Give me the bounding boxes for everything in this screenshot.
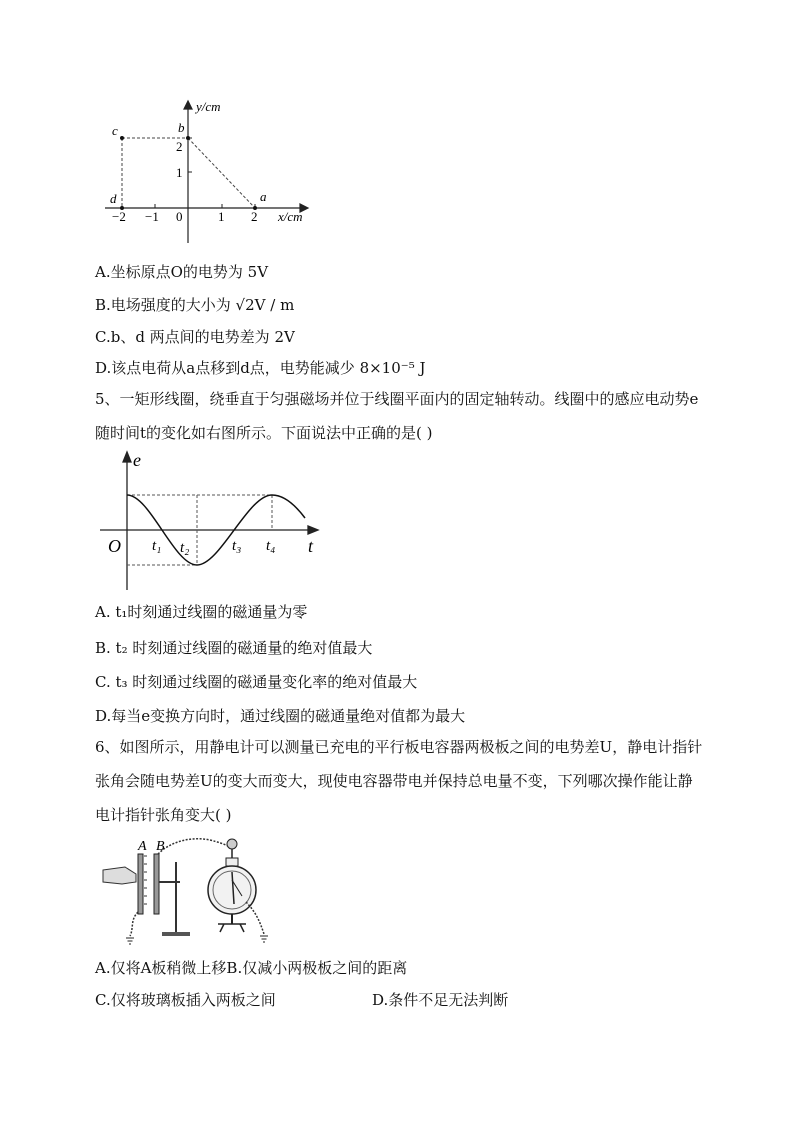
q6-option-c: C.仅将玻璃板插入两板之间 [95,991,276,1009]
label-d: d [110,191,117,206]
electrometer-knob [227,839,237,849]
plate-a [138,854,143,914]
hand-icon [103,867,136,884]
tick-label-origin: 0 [176,209,183,224]
tick-label-neg1: −1 [145,209,159,224]
tick-label-neg2: −2 [112,209,126,224]
q6-stem: 6、如图所示，用静电计可以测量已充电的平行板电容器两极板之间的电势差U，静电计指针张角会随电势差U的变大而变大，现使电容器带电并保持总电量不变，下列哪次操作能让静电计指针张角变大( ) [95,738,703,824]
q6-option-ab: A.仅将A板稍微上移B.仅减小两极板之间的距离 [95,959,408,977]
q5-option-a: A. t₁时刻通过线圈的磁通量为零 [95,603,308,621]
y-axis-label: y/cm [196,99,221,114]
tick-label-2: 2 [251,209,258,224]
y-axis-arrow [184,101,192,109]
label-b: b [178,120,185,135]
t1-label: t₁ [152,538,162,554]
e-label: e [133,450,141,470]
point-b [186,136,190,140]
plate-b [154,854,159,914]
q4-option-b: B.电场强度的大小为 √2V / m [95,296,295,314]
t2-label: t₂ [180,540,190,556]
q5-option-c: C. t₃ 时刻通过线圈的磁通量变化率的绝对值最大 [95,673,418,691]
t-axis-arrow [308,526,318,534]
capacitor-electrometer-figure [100,832,290,947]
q5-stem: 5、一矩形线圈，绕垂直于匀强磁场并位于线圈平面内的固定轴转动。线圈中的感应电动势e随时间t的变化如右图所示。下面说法中正确的是( ) [95,390,699,442]
tick-label-1: 1 [218,209,225,224]
wire [158,839,228,854]
origin-label: O [108,536,121,556]
q6-option-d: D.条件不足无法判断 [372,991,509,1009]
q4-option-d: D.该点电荷从a点移到d点，电势能减少 8×10⁻⁵ J [95,359,426,377]
label-plate-b: B [156,839,165,854]
dashed-b-a [188,138,255,208]
e-axis-arrow [123,452,131,462]
label-a: a [260,189,267,204]
t3-label: t₃ [232,538,242,554]
emf-time-graph [100,448,325,593]
point-c [120,136,124,140]
label-c: c [112,123,118,138]
x-axis-label: x/cm [278,209,303,224]
t4-label: t₄ [266,538,276,554]
t-label: t [308,536,314,556]
tick-label-y2: 2 [176,139,183,154]
q5-option-b: B. t₂ 时刻通过线圈的磁通量的绝对值最大 [95,639,373,657]
q5-option-d: D.每当e变换方向时，通过线圈的磁通量绝对值都为最大 [95,707,466,725]
label-plate-a: A [138,839,147,854]
q4-option-a: A.坐标原点O的电势为 5V [95,263,269,281]
q4-option-c: C.b、d 两点间的电势差为 2V [95,328,295,346]
tick-label-y1: 1 [176,165,183,180]
coordinate-figure [100,95,320,245]
